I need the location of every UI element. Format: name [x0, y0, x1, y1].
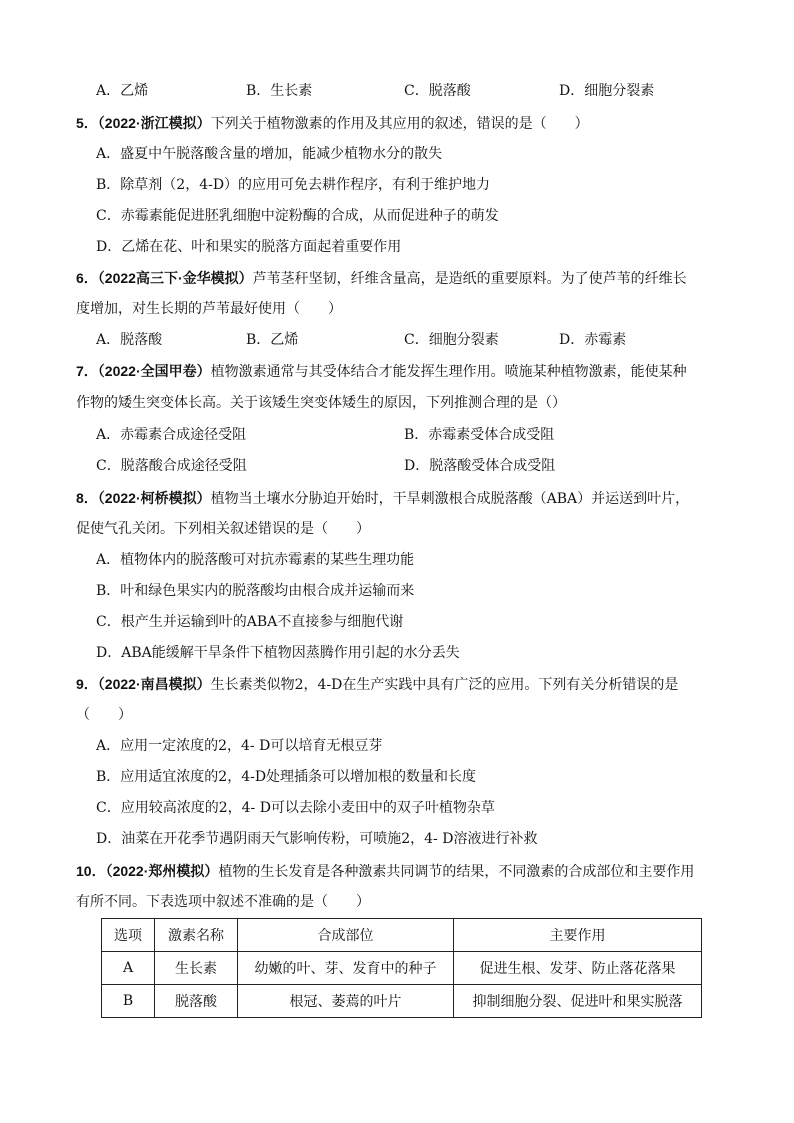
q10-text-line2: 有所不同。下表选项中叙述不准确的是（ ） — [76, 894, 370, 910]
q6-option-d: D．赤霉素 — [559, 332, 627, 348]
table-cell: B — [102, 985, 155, 1018]
q10-table — [101, 918, 702, 1018]
q7-option-b: B．赤霉素受体合成受阻 — [404, 427, 555, 443]
q9-source: （2022·南昌模拟） — [97, 676, 211, 692]
table-header-row — [102, 919, 702, 952]
q5-number: 5． — [76, 115, 98, 131]
q7-text-line1: 植物激素通常与其受体结合才能发挥生理作用。喷施某种植物激素，能使某种 — [210, 364, 687, 380]
table-cell: 促进生根、发芽、防止落花落果 — [454, 952, 702, 985]
q8-number: 8． — [76, 490, 98, 506]
q9-option-a: A．应用一定浓度的2，4- D可以培育无根豆芽 — [96, 738, 383, 754]
q4-option-d: D．细胞分裂素 — [559, 83, 655, 99]
q6-stem — [76, 269, 687, 288]
q6-text-line2: 度增加，对生长期的芦苇最好使用（ ） — [76, 301, 342, 317]
q9-option-b: B．应用适宜浓度的2，4-D处理插条可以增加根的数量和长度 — [96, 769, 477, 785]
q6-option-a: A．脱落酸 — [96, 332, 163, 348]
q6-number: 6． — [76, 270, 98, 286]
table-cell: 根冠、萎蔫的叶片 — [238, 985, 454, 1018]
table-row — [102, 985, 702, 1018]
q10-stem — [76, 862, 694, 881]
table-cell: 抑制细胞分裂、促进叶和果实脱落 — [454, 985, 702, 1018]
q8-option-a: A．植物体内的脱落酸可对抗赤霉素的某些生理功能 — [96, 552, 415, 568]
q8-option-c: C．根产生并运输到叶的ABA不直接参与细胞代谢 — [96, 614, 404, 630]
q10-number: 10． — [76, 863, 106, 879]
q5-option-b: B．除草剂（2，4-D）的应用可免去耕作程序，有利于维护地力 — [96, 177, 491, 193]
table-cell: 脱落酸 — [155, 985, 238, 1018]
q4-option-b: B．生长素 — [246, 83, 313, 99]
q6-option-b: B．乙烯 — [246, 332, 299, 348]
q9-text-line2: （ ） — [76, 707, 132, 723]
q7-stem — [76, 362, 687, 381]
q9-text-line1: 生长素类似物2，4-D在生产实践中具有广泛的应用。下列有关分析错误的是 — [210, 677, 679, 693]
q7-option-c: C．脱落酸合成途径受阻 — [96, 458, 247, 474]
q6-source: （2022高三下·金华模拟） — [97, 270, 253, 286]
q8-option-b: B．叶和绿色果实内的脱落酸均由根合成并运输而来 — [96, 583, 415, 599]
table-cell: A — [102, 952, 155, 985]
q9-option-d: D．油菜在开花季节遇阴雨天气影响传粉，可喷施2，4- D溶液进行补救 — [96, 831, 538, 847]
table-cell: 幼嫩的叶、芽、发育中的种子 — [238, 952, 454, 985]
q7-number: 7． — [76, 363, 98, 379]
table-row — [102, 952, 702, 985]
q5-text: 下列关于植物激素的作用及其应用的叙述，错误的是（ ） — [210, 116, 589, 132]
q9-option-c: C．应用较高浓度的2，4- D可以去除小麦田中的双子叶植物杂草 — [96, 800, 495, 816]
q7-option-a: A．赤霉素合成途径受阻 — [96, 427, 247, 443]
table-header-cell: 合成部位 — [238, 919, 454, 952]
q5-option-d: D．乙烯在花、叶和果实的脱落方面起着重要作用 — [96, 239, 402, 255]
q6-option-c: C．细胞分裂素 — [404, 332, 499, 348]
q8-text-line1: 植物当土壤水分胁迫开始时，干旱刺激根合成脱落酸（ABA）并运送到叶片， — [210, 491, 690, 507]
table-header-cell: 激素名称 — [155, 919, 238, 952]
q6-text-line1: 芦苇茎秆坚韧，纤维含量高，是造纸的重要原料。为了使芦苇的纤维长 — [252, 271, 687, 287]
q8-stem — [76, 489, 689, 508]
q8-source: （2022·柯桥模拟） — [97, 490, 211, 506]
table-header-cell: 选项 — [102, 919, 155, 952]
q9-number: 9． — [76, 676, 98, 692]
q9-stem — [76, 675, 678, 694]
q8-text-line2: 促使气孔关闭。下列相关叙述错误的是（ ） — [76, 521, 370, 537]
q5-stem — [76, 114, 589, 133]
table-cell: 生长素 — [155, 952, 238, 985]
q5-option-c: C．赤霉素能促进胚乳细胞中淀粉酶的合成，从而促进种子的萌发 — [96, 208, 499, 224]
q8-option-d: D．ABA能缓解干旱条件下植物因蒸腾作用引起的水分丢失 — [96, 645, 460, 661]
q7-text-line2: 作物的矮生突变体长高。关于该矮生突变体矮生的原因，下列推测合理的是（） — [76, 395, 566, 411]
q4-option-c: C．脱落酸 — [404, 83, 471, 99]
q5-source: （2022·浙江模拟） — [97, 115, 211, 131]
q10-source: （2022·郑州模拟） — [105, 863, 219, 879]
q10-text-line1: 植物的生长发育是各种激素共同调节的结果，不同激素的合成部位和主要作用 — [218, 864, 695, 880]
q7-source: （2022·全国甲卷） — [97, 363, 211, 379]
q4-option-a: A．乙烯 — [96, 83, 149, 99]
q7-option-d: D．脱落酸受体合成受阻 — [404, 458, 556, 474]
table-header-cell: 主要作用 — [454, 919, 702, 952]
q5-option-a: A．盛夏中午脱落酸含量的增加，能减少植物水分的散失 — [96, 146, 443, 162]
